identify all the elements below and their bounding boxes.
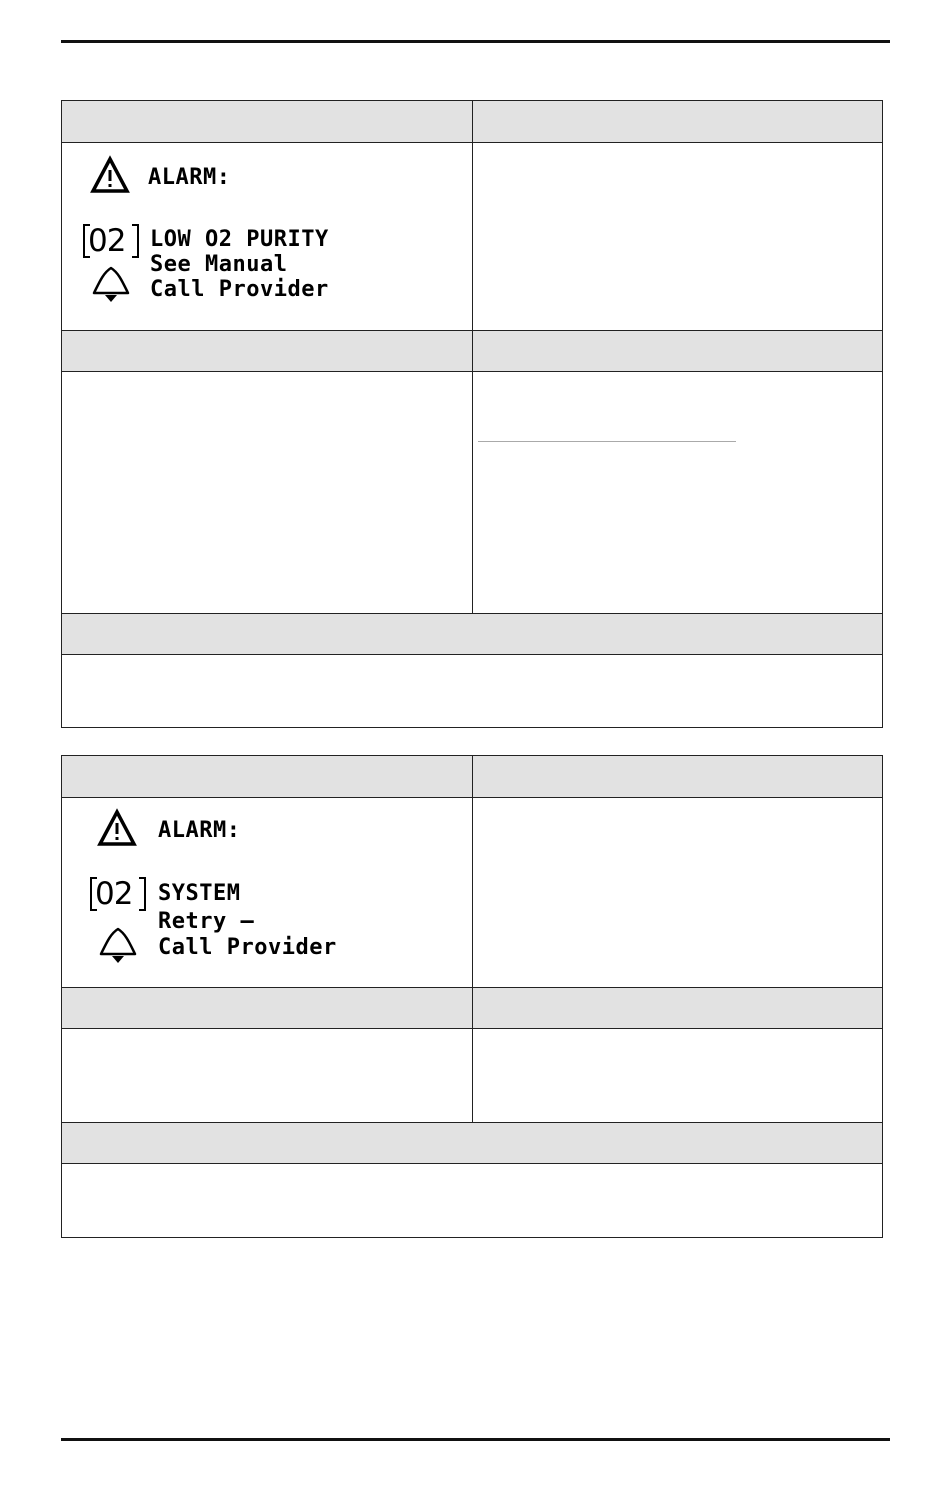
cause-cell — [62, 372, 473, 613]
alarm-code-text: 02 — [95, 876, 133, 912]
subheader-cell-action — [473, 331, 882, 371]
link-underline[interactable] — [478, 441, 736, 442]
warning-triangle-icon — [97, 808, 137, 848]
alarm-table-1 — [61, 100, 883, 728]
alarm-line-2: Retry – — [158, 909, 255, 934]
notes-header-row — [62, 1123, 882, 1164]
cause-cell — [62, 1029, 473, 1122]
alarm-code-text: 02 — [88, 223, 126, 259]
notes-header-cell — [62, 614, 882, 654]
table-header-row — [62, 756, 882, 798]
subheader-cell-action — [473, 988, 882, 1028]
notes-header-row — [62, 614, 882, 655]
subheader-cell-cause — [62, 988, 473, 1028]
alarm-label: ALARM: — [148, 165, 231, 190]
alarm-line-3: Call Provider — [158, 935, 337, 960]
cause-action-row — [62, 372, 882, 614]
header-cell-display — [62, 756, 473, 797]
display-row — [62, 143, 882, 331]
alarm-label: ALARM: — [158, 818, 241, 843]
action-cell — [473, 1029, 882, 1122]
footer-rule — [61, 1438, 890, 1441]
alarm-display — [62, 798, 473, 987]
alarm-display — [62, 143, 473, 330]
alarm-line-1: SYSTEM — [158, 881, 241, 906]
notes-row — [62, 1164, 882, 1237]
alarm-line-1: LOW O2 PURITY — [150, 227, 329, 252]
display-row — [62, 798, 882, 988]
notes-cell — [62, 1164, 882, 1237]
notes-row — [62, 655, 882, 727]
subheader-row — [62, 331, 882, 372]
bell-icon — [97, 926, 139, 968]
cause-action-row — [62, 1029, 882, 1123]
alarm-line-3: Call Provider — [150, 277, 329, 302]
alarm-table-2 — [61, 755, 883, 1238]
alarm-description — [473, 143, 882, 330]
table-header-row — [62, 101, 882, 143]
header-cell-description — [473, 756, 882, 797]
alarm-description — [473, 798, 882, 987]
header-cell-description — [473, 101, 882, 142]
notes-cell — [62, 655, 882, 727]
action-cell — [473, 372, 882, 613]
subheader-row — [62, 988, 882, 1029]
header-rule — [61, 40, 890, 43]
header-cell-display — [62, 101, 473, 142]
bell-icon — [90, 265, 132, 307]
warning-triangle-icon — [90, 155, 130, 195]
notes-header-cell — [62, 1123, 882, 1163]
alarm-line-2: See Manual — [150, 252, 288, 277]
subheader-cell-cause — [62, 331, 473, 371]
